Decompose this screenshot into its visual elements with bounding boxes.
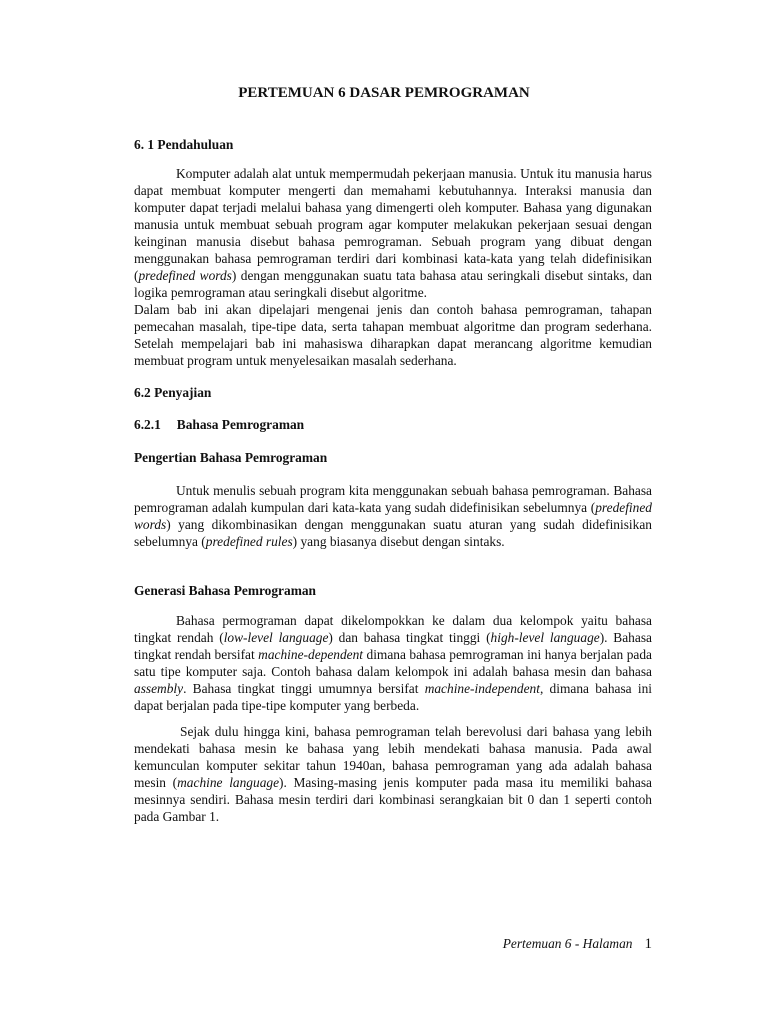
heading-generation: Generasi Bahasa Pemrograman [134,583,316,598]
generation-term-machine-dependent: machine-dependent [258,647,364,662]
document-title: PERTEMUAN 6 DASAR PEMROGRAMAN [238,85,530,101]
page-footer [400,935,652,953]
definition-term-predefined-words: predefined words [134,500,652,532]
definition-text-1: Untuk menulis sebuah program kita menggunakan sebuah bahasa pemrograman. Bahasa pemrograman adalah kumpulan dari kata-kata yang sudah didefinisikan sebelumnya ( [134,483,652,515]
generation-paragraph [134,612,652,714]
generation-text-1: Bahasa permograman dapat dikelompokkan ke dalam dua kelompok yaitu bahasa tingkat rendah ( [134,613,652,645]
subsection-heading [134,416,304,433]
footer-label: Pertemuan 6 - Halaman [502,936,633,951]
history-term-machine-language: machine language [177,775,280,790]
subsection-number: 6.2.1 [134,417,161,432]
section-heading-presentation: 6.2 Penyajian [134,385,212,400]
intro-paragraph-2: Dalam bab ini akan dipelajari mengenai jenis dan contoh bahasa pemrograman, tahapan pemecahan masalah, tipe-tipe data, serta tahapan membuat algoritme dan program sederhana. Setelah mempelajari bab ini mahasiswa diharapkan dapat merancang algoritme kemudian membuat program untuk menyelesaikan masalah sederhana. [134,302,652,368]
history-paragraph [134,723,652,825]
section-heading-intro: 6. 1 Pendahuluan [134,137,234,152]
definition-text-2: ) yang dikombinasikan dengan menggunakan suatu aturan yang sudah didefinisikan sebelumnya ( [134,517,652,549]
generation-text-4: dimana bahasa pemrograman ini hanya berjalan pada satu tipe komputer saja. Contoh bahasa dalam kelompok ini adalah bahasa mesin dan bahasa [134,647,652,679]
intro-text-1: Komputer adalah alat untuk mempermudah pekerjaan manusia. Untuk itu manusia harus dapat membuat komputer mengerti dan memahami kebutuhannya. Interaksi manusia dan komputer dapat terjadi melalui bahasa yang dimengerti oleh komputer. Bahasa yang digunakan manusia untuk membuat sebuah program agar komputer melakukan pekerjaan sesuai dengan keinginan manusia disebut bahasa pemrograman. Sebuah program yang dibuat dengan menggunakan bahasa pemrograman terdiri dari kombinasi kata-kata yang telah didefinisikan ( [134,166,652,283]
generation-text-5: . Bahasa tingkat tinggi umumnya bersifat [183,681,425,696]
generation-text-6: , dimana bahasa ini dapat berjalan pada tipe-tipe komputer yang berbeda. [134,681,652,713]
intro-term-predefined-words: predefined words [138,268,232,283]
heading-definition: Pengertian Bahasa Pemrograman [134,450,328,465]
generation-text-2: ) dan bahasa tingkat tinggi ( [328,630,491,645]
history-text-1: Sejak dulu hingga kini, bahasa pemrograman telah berevolusi dari bahasa yang lebih mendekati bahasa mesin ke bahasa yang lebih mendekati bahasa manusia. Pada awal kemunculan komputer sekitar tahun 1940an, bahasa pemrograman yang ada adalah bahasa mesin ( [134,724,652,790]
generation-term-machine-independent: machine-independent [424,681,540,696]
generation-term-low-level: low-level language [223,630,329,645]
intro-paragraph-1 [134,165,652,301]
definition-term-predefined-rules: predefined rules [205,534,293,549]
generation-term-assembly: assembly [134,681,184,696]
definition-paragraph [134,482,652,550]
definition-text-3: ) yang biasanya disebut dengan sintaks. [292,534,505,549]
subsection-title: Bahasa Pemrograman [176,417,305,432]
generation-term-high-level: high-level language [490,630,600,645]
page-number: 1 [644,936,652,952]
history-text-2: ). Masing-masing jenis komputer pada masa itu memiliki bahasa mesinnya sendiri. Bahasa mesin terdiri dari kombinasi serangkaian bit 0 dan 1 seperti contoh pada Gambar 1. [134,775,652,824]
generation-text-3: ). Bahasa tingkat rendah bersifat [134,630,652,662]
intro-text-2: ) dengan menggunakan suatu tata bahasa atau seringkali disebut sintaks, dan logika pemrograman atau seringkali disebut algoritme. [134,268,652,300]
